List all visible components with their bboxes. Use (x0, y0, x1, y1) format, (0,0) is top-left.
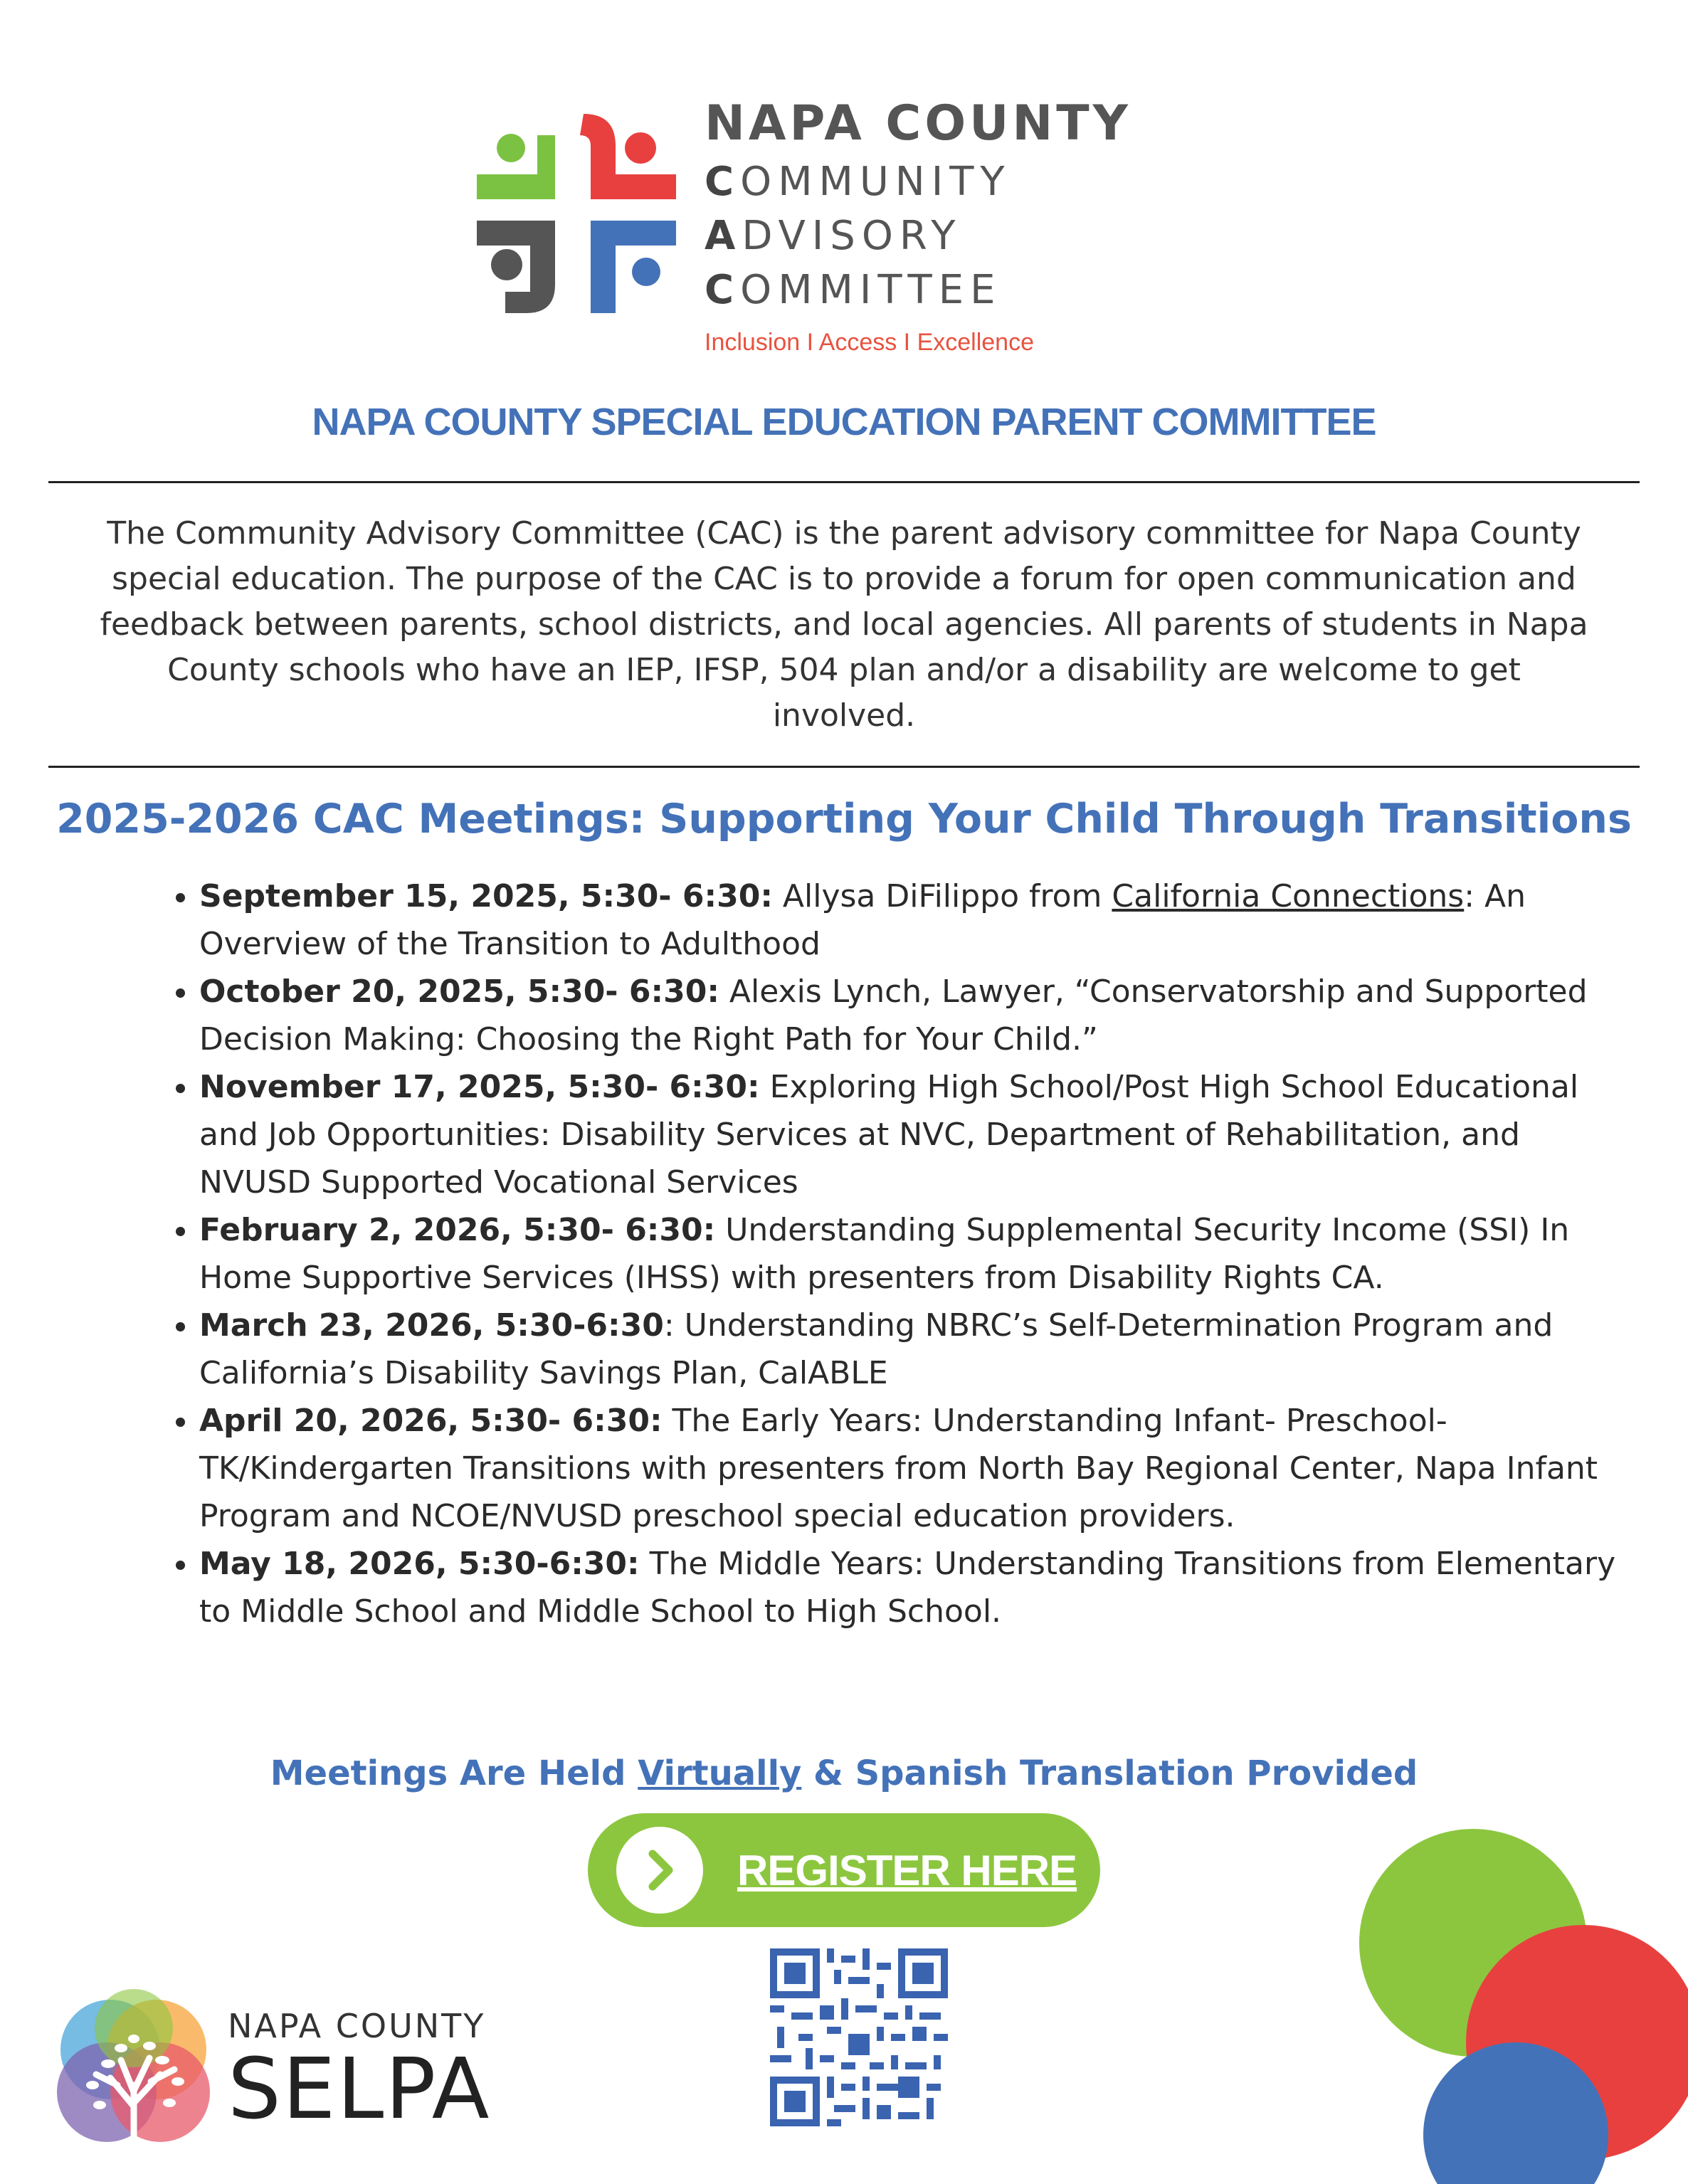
california-connections-link[interactable]: California Connections (1112, 878, 1465, 914)
meeting-item: • April 20, 2026, 5:30- 6:30: The Early Years: Understanding Infant- Preschool-TK/Kindergarten Transitions with presenters from North Bay Regional Center, Napa Infant Program and NCOE/NVUSD preschool special education providers. (199, 1397, 1623, 1540)
cac-logo-text (705, 95, 1188, 357)
qr-code[interactable] (770, 1948, 948, 2126)
selpa-county: NAPA COUNTY (228, 2007, 486, 2045)
meeting-item: • May 18, 2026, 5:30-6:30: The Middle Years: Understanding Transitions from Elementary to Middle School and Middle School to High School. (199, 1540, 1623, 1635)
virtually-link[interactable]: Virtually (638, 1753, 802, 1793)
divider-top (48, 481, 1640, 483)
meeting-item: • March 23, 2026, 5:30-6:30: Understanding NBRC’s Self-Determination Program and California’s Disability Savings Plan, CalABLE (199, 1302, 1623, 1397)
meeting-item: • October 20, 2025, 5:30- 6:30: Alexis Lynch, Lawyer, “Conservatorship and Supported Decision Making: Choosing the Right Path for Your Child.” (199, 968, 1623, 1063)
meeting-date: February 2, 2026, 5:30- 6:30: (199, 1212, 716, 1248)
logo-tagline: Inclusion I Access I Excellence (705, 329, 1035, 356)
register-label: REGISTER HERE (737, 1846, 1077, 1894)
meeting-item: • November 17, 2025, 5:30- 6:30: Exploring High School/Post High School Educational and Job Opportunities: Disability Services at NVC, Department of Rehabilitation, and NVUSD Supported Vocational Services (199, 1063, 1623, 1206)
selpa-logo-text (228, 2007, 491, 2138)
selpa-name: SELPA (228, 2040, 491, 2138)
meeting-item: • September 15, 2025, 5:30- 6:30: Allysa DiFilippo from California Connections: An Overview of the Transition to Adulthood (199, 872, 1623, 968)
meeting-date: September 15, 2025, 5:30- 6:30: (199, 878, 773, 914)
page-title: NAPA COUNTY SPECIAL EDUCATION PARENT COMMITTEE (312, 401, 1376, 443)
decorative-circles (1352, 1829, 1688, 2184)
people-cross-icon (463, 100, 690, 327)
register-button[interactable] (588, 1813, 1100, 1927)
virtual-note: Meetings Are Held Virtually & Spanish Translation Provided (270, 1753, 1418, 1793)
logo-line-napa-county: NAPA COUNTY (705, 95, 1132, 152)
logo-line-advisory: ADVISORY (705, 213, 962, 259)
meeting-date: October 20, 2025, 5:30- 6:30: (199, 974, 719, 1010)
selpa-tree-logo (43, 1978, 228, 2163)
meeting-date: November 17, 2025, 5:30- 6:30: (199, 1069, 760, 1105)
meeting-date: March 23, 2026, 5:30-6:30 (199, 1307, 664, 1344)
cac-logo (463, 95, 1174, 370)
logo-line-committee: COMMITTEE (705, 267, 1002, 313)
meeting-date: April 20, 2026, 5:30- 6:30: (199, 1403, 663, 1439)
meeting-date: May 18, 2026, 5:30-6:30: (199, 1546, 640, 1582)
meeting-item: • February 2, 2026, 5:30- 6:30: Understanding Supplemental Security Income (SSI) In Home Supportive Services (IHSS) with presenters from Disability Rights CA. (199, 1206, 1623, 1302)
divider-bottom (48, 766, 1640, 768)
logo-line-community: COMMUNITY (705, 159, 1011, 205)
chevron-right-icon (616, 1827, 703, 1914)
meetings-list (157, 872, 1623, 1635)
intro-paragraph: The Community Advisory Committee (CAC) is the parent advisory committee for Napa County special education. The purpose of the CAC is to provide a forum for open communication and feedback between parents, school districts, and local agencies. All parents of students in Napa County schools who have an IEP, IFSP, 504 plan and/or a disability are welcome to get involved. (100, 515, 1588, 734)
meetings-title: 2025-2026 CAC Meetings: Supporting Your Child Through Transitions (56, 796, 1632, 843)
